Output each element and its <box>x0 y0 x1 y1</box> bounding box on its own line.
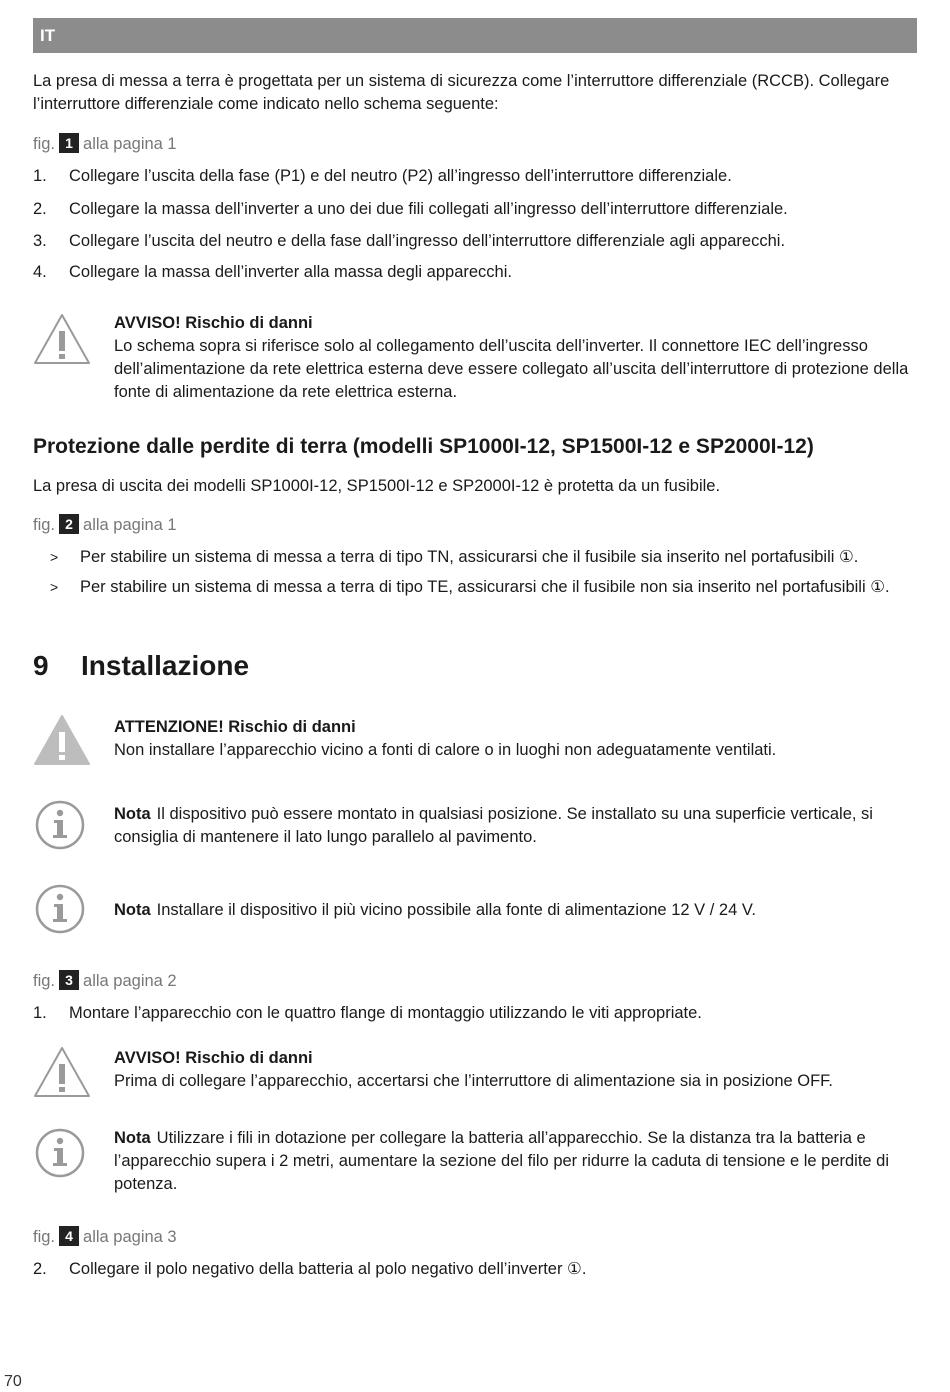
fig-suffix: alla pagina 3 <box>83 1228 177 1246</box>
chapter-title: Installazione <box>81 650 250 681</box>
caution-triangle-icon <box>33 713 91 767</box>
item-text: Collegare la massa dell’inverter alla massa degli apparecchi. <box>69 263 512 281</box>
note-lead: Nota <box>114 901 151 919</box>
item-text: Collegare l’uscita del neutro e della fase dall’ingresso dell’interruttore differenziale agli apparecchi. <box>69 232 786 250</box>
figure-reference-2[interactable] <box>33 514 177 536</box>
fig-suffix: alla pagina 1 <box>83 516 177 534</box>
fig-prefix: fig. <box>33 516 56 534</box>
caution-title: ATTENZIONE! Rischio di danni <box>114 718 356 736</box>
language-bar <box>33 18 917 53</box>
figure-reference-1[interactable] <box>33 133 177 155</box>
warning-triangle-icon <box>33 1045 91 1099</box>
fig-suffix: alla pagina 2 <box>83 972 177 990</box>
item-number: 3. <box>33 232 47 250</box>
notice-text: Prima di collegare l’apparecchio, accertarsi che l’interruttore di alimentazione sia in posizione OFF. <box>114 1072 833 1090</box>
bullet-marker: > <box>50 579 59 595</box>
item-number: 2. <box>33 1260 47 1278</box>
chapter-number: 9 <box>33 650 49 681</box>
item-text: Montare l’apparecchio con le quattro flange di montaggio utilizzando le viti appropriate. <box>69 1004 702 1022</box>
notice-title: AVVISO! Rischio di danni <box>114 1049 313 1067</box>
bullet-text: Per stabilire un sistema di messa a terra di tipo TN, assicurarsi che il fusibile sia inserito nel portafusibili ①. <box>80 548 859 566</box>
bullet-text: Per stabilire un sistema di messa a terra di tipo TE, assicurarsi che il fusibile non sia inserito nel portafusibili ①. <box>80 578 890 596</box>
fig-number: 4 <box>59 1226 79 1246</box>
notice-title: AVVISO! Rischio di danni <box>114 314 313 332</box>
fig-prefix: fig. <box>33 135 56 153</box>
item-number: 1. <box>33 167 47 185</box>
section-heading: Protezione dalle perdite di terra (modelli SP1000I-12, SP1500I-12 e SP2000I-12) <box>33 435 814 458</box>
note-text: Utilizzare i fili in dotazione per collegare la batteria all’apparecchio. Se la distanza tra la batteria e l’apparecchio supera i 2 metri, aumentare la sezione del filo per ridurre la caduta di tensione e le perdite di potenza. <box>114 1129 890 1193</box>
note-text: Il dispositivo può essere montato in qualsiasi posizione. Se installato su una superficie verticale, si consiglia di mantenere il lato lungo parallelo al pavimento. <box>114 805 873 846</box>
fig-suffix: alla pagina 1 <box>83 135 177 153</box>
fig-number: 3 <box>59 970 79 990</box>
chapter-heading <box>33 648 249 684</box>
item-number: 1. <box>33 1004 47 1022</box>
fig-prefix: fig. <box>33 972 56 990</box>
item-text: Collegare la massa dell’inverter a uno dei due fili collegati all’ingresso dell’interruttore differenziale. <box>69 200 788 218</box>
note-text: Installare il dispositivo il più vicino possibile alla fonte di alimentazione 12 V / 24 V. <box>156 901 756 919</box>
note-lead: Nota <box>114 1129 151 1147</box>
page-number: 70 <box>4 1373 22 1390</box>
info-icon <box>33 1128 91 1182</box>
intro-paragraph: La presa di messa a terra è progettata per un sistema di sicurezza come l’interruttore differenziale (RCCB). Collegare l’interruttore differenziale come indicato nello schema seguente: <box>33 72 890 113</box>
info-icon <box>33 800 91 854</box>
warning-triangle-icon <box>33 312 91 366</box>
caution-text: Non installare l’apparecchio vicino a fonti di calore o in luoghi non adeguatamente ventilati. <box>114 741 777 759</box>
figure-reference-4[interactable] <box>33 1226 177 1248</box>
info-icon <box>33 884 91 938</box>
note-lead: Nota <box>114 805 151 823</box>
bullet-marker: > <box>50 549 59 565</box>
notice-text: Lo schema sopra si riferisce solo al collegamento dell’uscita dell’inverter. Il connettore IEC dell’ingresso dell’alimentazione da rete elettrica esterna deve essere collegato all’uscita dell’interruttore di protezione della fonte di alimentazione da rete elettrica esterna. <box>114 337 909 401</box>
item-text: Collegare l’uscita della fase (P1) e del neutro (P2) all’ingresso dell’interruttore differenziale. <box>69 167 732 185</box>
item-number: 2. <box>33 200 47 218</box>
fig-number: 2 <box>59 514 79 534</box>
fig-prefix: fig. <box>33 1228 56 1246</box>
item-text: Collegare il polo negativo della batteria al polo negativo dell’inverter ①. <box>69 1260 587 1278</box>
item-number: 4. <box>33 263 47 281</box>
fig-number: 1 <box>59 133 79 153</box>
figure-reference-3[interactable] <box>33 970 177 992</box>
language-code: IT <box>40 26 56 45</box>
section-paragraph: La presa di uscita dei modelli SP1000I-12, SP1500I-12 e SP2000I-12 è protetta da un fusibile. <box>33 477 721 495</box>
